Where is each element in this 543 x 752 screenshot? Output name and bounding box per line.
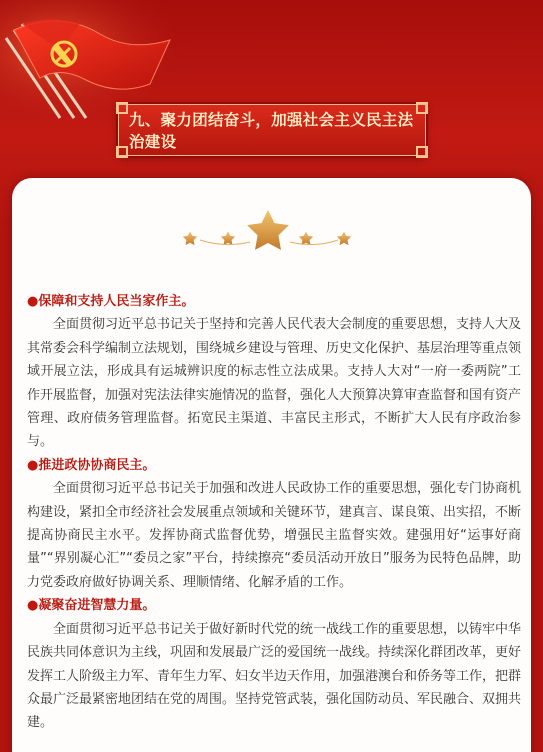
section-title: 九、聚力团结奋斗，加强社会主义民主法治建设 (129, 111, 414, 151)
star-icon (183, 210, 351, 250)
item-heading: ●凝聚奋进智慧力量。 (27, 598, 156, 614)
star-divider (0, 206, 543, 252)
article-content (27, 290, 521, 735)
item-body: 全面贯彻习近平总书记关于做好新时代党的统一战线工作的重要思想，以铸牢中华民族共同体意识为主线，巩固和发展最广泛的爱国统一战线。持续深化群团改革，更好发挥工人阶级主力军、青年生力军、妇女半边天作用，加强港澳台和侨务等工作，把群众最广泛最紧密地团结在党的周围。坚持党管武装，强化国防动员、军民融合、双拥共建。 (27, 621, 522, 731)
item-heading: ●保障和支持人民当家作主。 (27, 294, 195, 309)
section-title-box (118, 104, 426, 156)
item-body: 全面贯彻习近平总书记关于坚持和完善人民代表大会制度的重要思想，支持人大及其常委会科学编制立法规划，围绕城乡建设与管理、历史文化保护、基层治理等重点领域开展立法，形成具有运城辨识度的标志性立法成果。支持人大对“一府一委两院”工作开展监督，加强对宪法法律实施情况的监督，强化人大预算决算审查监督和国有资产管理、政府债务管理监督。拓宽民主渠道、丰富民主形式，不断扩大人民有序政治参与。 (27, 317, 522, 450)
party-flag-icon (0, 0, 190, 120)
item-body: 全面贯彻习近平总书记关于加强和改进人民政协工作的重要思想，强化专门协商机构建设，紧扣全市经济社会发展重点领域和关键环节，建真言、谋良策、出实招，不断提高协商民主水平。发挥协商式监督优势，增强民主监督实效。建强用好“运事好商量”“界别凝心汇”“委员之家”平台，持续擦亮“委员活动开放日”服务为民特色品牌，助力党委政府做好协调关系、理顺情绪、化解矛盾的工作。 (27, 481, 522, 590)
item-heading: ●推进政协协商民主。 (27, 457, 156, 473)
